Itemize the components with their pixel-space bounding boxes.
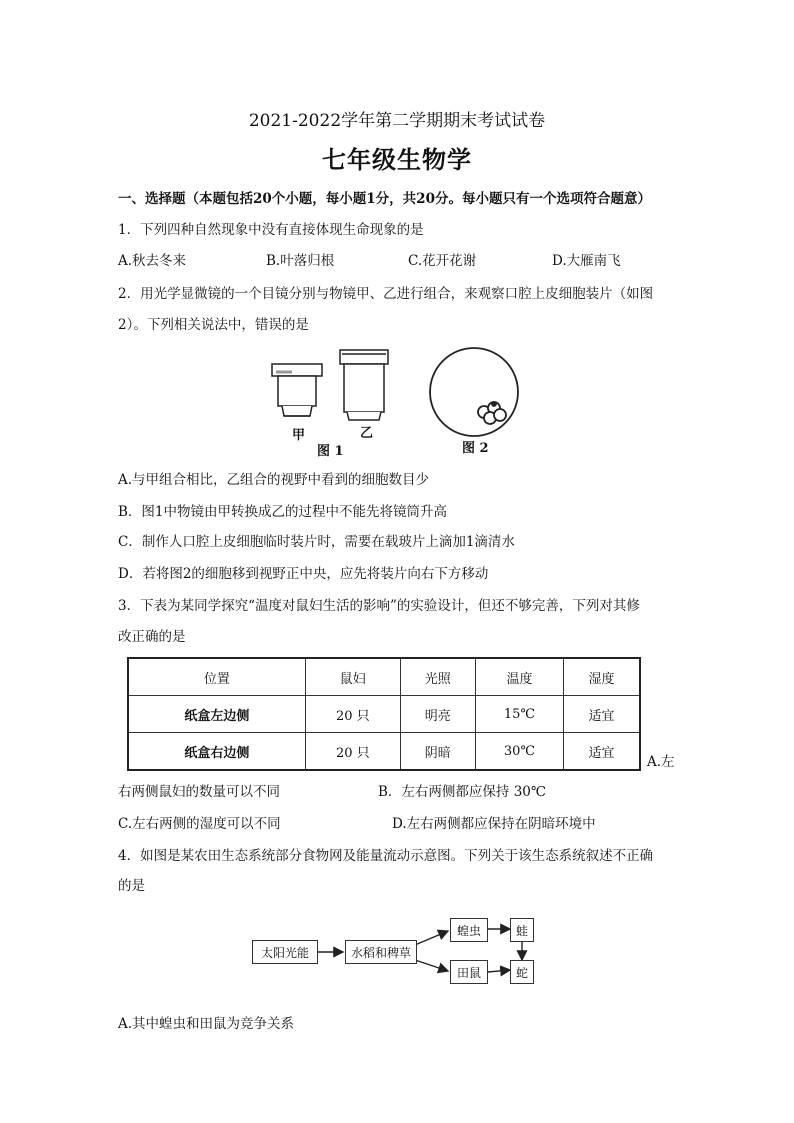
field-of-view-icon bbox=[430, 348, 518, 436]
table-header-cell: 位置 bbox=[128, 658, 305, 696]
table-cell: 15℃ bbox=[475, 696, 563, 733]
question-4-stem-line-2: 的是 bbox=[118, 878, 145, 894]
objective-lens-yi-icon bbox=[340, 350, 388, 420]
question-4-stem-line-1: 4．如图是某农田生态系统部分食物网及能量流动示意图。下列关于该生态系统叙述不正确 bbox=[118, 848, 654, 864]
node-sun: 太阳光能 bbox=[252, 940, 318, 964]
exam-subtitle: 七年级生物学 bbox=[322, 145, 472, 174]
figure-2-caption: 图 2 bbox=[462, 441, 489, 456]
question-3-stem-line-1: 3．下表为某同学探究“温度对鼠妇生活的影响”的实验设计，但还不够完善，下列对其修 bbox=[118, 598, 640, 614]
table-header-cell: 温度 bbox=[475, 658, 563, 696]
question-1-stem: 1．下列四种自然现象中没有直接体现生命现象的是 bbox=[118, 222, 424, 238]
experiment-table bbox=[127, 657, 641, 771]
node-plants: 水稻和稗草 bbox=[345, 940, 417, 964]
question-2-stem-line-2: 2）。下列相关说法中，错误的是 bbox=[118, 317, 309, 333]
table-header-cell: 湿度 bbox=[564, 658, 640, 696]
table-cell: 纸盒右边侧 bbox=[128, 733, 305, 771]
question-3-option-d: D.左右两侧都应保持在阴暗环境中 bbox=[392, 816, 596, 832]
table-header-cell: 鼠妇 bbox=[305, 658, 400, 696]
table-cell: 阴暗 bbox=[400, 733, 475, 771]
question-3-option-a-end: 右两侧鼠妇的数量可以不同 bbox=[118, 784, 280, 800]
question-2-option-d: D．若将图2的细胞移到视野正中央，应先将装片向右下方移动 bbox=[118, 566, 489, 582]
objective-lens-jia-icon bbox=[272, 364, 322, 416]
question-1-option-b: B.叶落归根 bbox=[266, 253, 335, 269]
label-jia: 甲 bbox=[292, 428, 306, 443]
table-cell: 20 只 bbox=[305, 733, 400, 771]
table-row bbox=[128, 696, 640, 733]
question-3-option-b: B．左右两侧都应保持 30℃ bbox=[378, 784, 546, 800]
figure-1-caption: 图 1 bbox=[317, 444, 344, 459]
question-2-option-a: A.与甲组合相比，乙组合的视野中看到的细胞数目少 bbox=[118, 472, 430, 488]
question-1-option-d: D.大雁南飞 bbox=[552, 253, 621, 269]
label-yi: 乙 bbox=[360, 426, 374, 441]
table-row bbox=[128, 733, 640, 771]
question-4-option-a: A.其中蝗虫和田鼠为竞争关系 bbox=[118, 1016, 295, 1032]
node-mouse: 田鼠 bbox=[450, 960, 488, 984]
exam-title: 2021-2022学年第二学期期末考试试卷 bbox=[248, 111, 546, 131]
question-3-stem-line-2: 改正确的是 bbox=[118, 629, 186, 645]
question-3-option-a-start: A.左 bbox=[647, 754, 675, 770]
question-1-option-a: A.秋去冬来 bbox=[118, 253, 187, 269]
table-cell: 适宜 bbox=[564, 733, 640, 771]
table-header-row bbox=[128, 658, 640, 696]
question-2-option-c: C．制作人口腔上皮细胞临时装片时，需要在载玻片上滴加1滴清水 bbox=[118, 534, 515, 550]
table-cell: 纸盒左边侧 bbox=[128, 696, 305, 733]
question-2-stem-line-1: 2．用光学显微镜的一个目镜分别与物镜甲、乙进行组合，来观察口腔上皮细胞装片（如图 bbox=[118, 286, 654, 302]
node-snake: 蛇 bbox=[510, 960, 534, 984]
table-cell: 20 只 bbox=[305, 696, 400, 733]
table-header-cell: 光照 bbox=[400, 658, 475, 696]
node-locust: 蝗虫 bbox=[450, 918, 488, 942]
table-cell: 适宜 bbox=[564, 696, 640, 733]
question-3-option-c: C.左右两侧的湿度可以不同 bbox=[118, 816, 281, 832]
section-heading: 一、选择题（本题包括20个小题，每小题1分，共20分。每小题只有一个选项符合题意） bbox=[118, 191, 651, 207]
node-frog: 蛙 bbox=[510, 918, 534, 942]
table-cell: 30℃ bbox=[475, 733, 563, 771]
table-cell: 明亮 bbox=[400, 696, 475, 733]
question-2-option-b: B．图1中物镜由甲转换成乙的过程中不能先将镜筒升高 bbox=[118, 504, 448, 520]
question-1-option-c: C.花开花谢 bbox=[408, 253, 477, 269]
